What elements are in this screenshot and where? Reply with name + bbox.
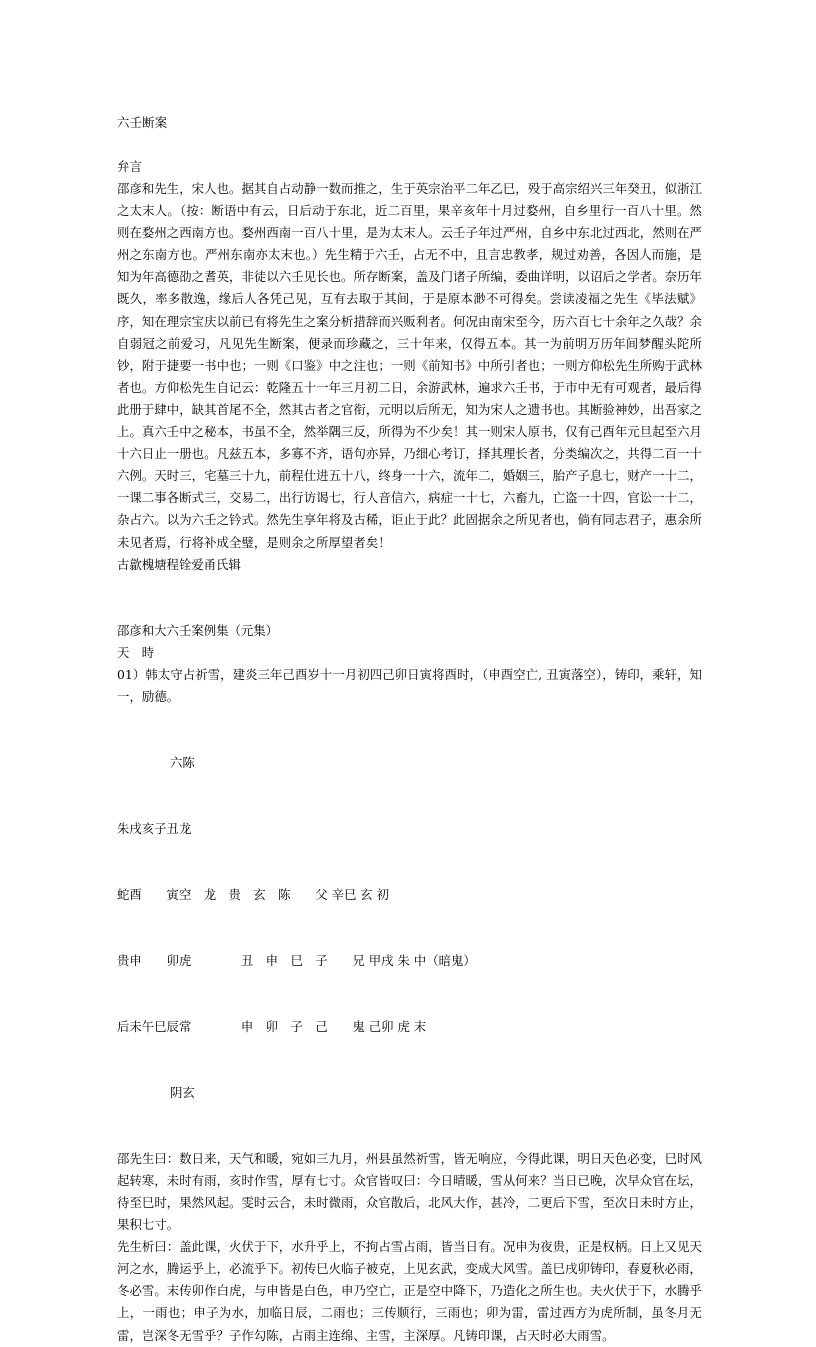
category-heading: 天 時 xyxy=(117,644,155,660)
divination-chart xyxy=(117,708,702,1148)
chart-row: 朱戌亥子丑龙 xyxy=(117,820,192,836)
spacer xyxy=(117,134,702,156)
master-statement: 邵先生曰：数日来，天气和暖，宛如三九月，州县虽然祈雪，皆无响应，今得此课，明日天色必变，巳时风起转寒，未时有雨，亥时作雪，厚有七寸。众官皆叹曰：今日晴暖，雪从何来？当日已晚，次早众官在坛，待至巳时，果然风起。雯时云合，未时微雨，众官散后，北风大作，甚冷，二更后下雪，至次日未时方止，果积七寸。 xyxy=(117,1150,702,1233)
page-title: 六壬断案 xyxy=(117,115,168,130)
chart-row: 蛇酉 寅空 龙 贵 玄 陈 父 辛巳 玄 初 xyxy=(117,886,390,902)
chart-bottom-label: 阴玄 xyxy=(170,1084,195,1100)
chart-row: 后未午巳辰常 申 卯 子 己 鬼 己卯 虎 末 xyxy=(117,1018,427,1034)
editor-signature: 古歙槐塘程铨爱甬氏辑 xyxy=(117,556,241,572)
spacer xyxy=(117,576,702,620)
chart-row: 贵申 卯虎 丑 申 巳 子 兄 甲戌 朱 中（暗鬼） xyxy=(117,952,476,968)
case-entry: 01）韩太守占祈雪，建炎三年己酉岁十一月初四己卯日寅将酉时，（申酉空亡, 丑寅落空），铸印，乘轩，知一，励德。 xyxy=(117,666,702,704)
preface-paragraph: 邵彦和先生，宋人也。据其自占动静一数而推之，生于英宗治平二年乙巳，殁于高宗绍兴三年癸丑，似浙江之太末人。（按：断语中有云，日后动于东北，近二百里，果辛亥年十月过婺州，自乡里行一百八十里。然则在婺州之西南方也。婺州西南一百八十里，是为太末人。云壬子年过严州，自乡中东北过西北，然则在严州之东南方也。严州东南亦太末也。）先生精于六壬，占无不中，且言忠教孝，规过劝善，各因人而施，是知为年高德劭之耆英，非徒以六壬见长也。所存断案，盖及门诸子所编，委曲详明，以诏后之学者。奈历年既久，率多散逸，缘后人各凭己见，互有去取于其间，于是原本渺不可得矣。尝读凌福之先生《毕法赋》序，知在理宗宝庆以前已有将先生之案分析措辞而兴贩利者。何况由南宋至今，历六百七十余年之久哉？余自弱冠之前爱习，凡见先生断案，便录而珍藏之，三十年来，仅得五本。其一为前明万历年间梦醒头陀所钞，附于捷要一书中也；一则《口鉴》中之注也；一则《前知书》中所引者也；一则方仰松先生所购于武林者也。方仰松先生自记云：乾隆五十一年三月初二日，余游武林，遍求六壬书，于市中无有可观者，最后得此册于肆中，缺其首尾不全，然其古者之官衔，元明以后所无，知为宋人之遗书也。其断验神妙，出吾家之上。真六壬中之秘本，书虽不全，然举隅三反，所得为不少矣！其一则宋人原书，仅有己酉年元旦起至六月十六日止一册也。凡兹五本，多寡不齐，语句亦异，乃细心考订，择其理长者，分类编次之，共得二百一十六例。天时三，宅墓三十九，前程仕进五十八，终身一十六，流年二，婚姻三，胎产子息七，财产一十二，一课二事各断式三，交易二，出行访谒七，行人音信六，病症一十七，六畜九，亡盗一十四，官讼一十二，杂占六。以为六壬之钤式。然先生享年将及古稀，讵止于此？此固据余之所见者也，倘有同志君子，惠余所未见者焉，行将补成全璧，是则余之所厚望者矣！ xyxy=(117,181,702,550)
chart-top-label: 六陈 xyxy=(170,754,195,770)
document-content xyxy=(117,112,702,1347)
collection-title: 邵彦和大六壬案例集（元集） xyxy=(117,622,279,638)
preface-heading: 弁言 xyxy=(117,159,143,174)
analysis-paragraph: 先生析曰：盖此课，火伏于下，水升乎上，不拘占雪占雨，皆当日有。况申为夜贵，正是权柄。日上又见天河之水，腾运乎上，必流乎下。初传巳火临子被克，上见玄武，变成大风雪。盖巳戌卯铸印，春夏秋必雨，冬必雪。末传卯作白虎，与申皆是白色，申乃空亡，正是空中降下，乃造化之所生也。夫火伏于下，水腾乎上，一雨也；申子为水，加临日辰，二雨也；三传顺行，三雨也；卯为雷，雷过西方为虎所制，虽冬月无雷，岂深冬无雪乎？子作勾陈，占雨主连绵、主雪，主深厚。凡铸印课，占天时必大雨雪。 xyxy=(117,1239,702,1343)
